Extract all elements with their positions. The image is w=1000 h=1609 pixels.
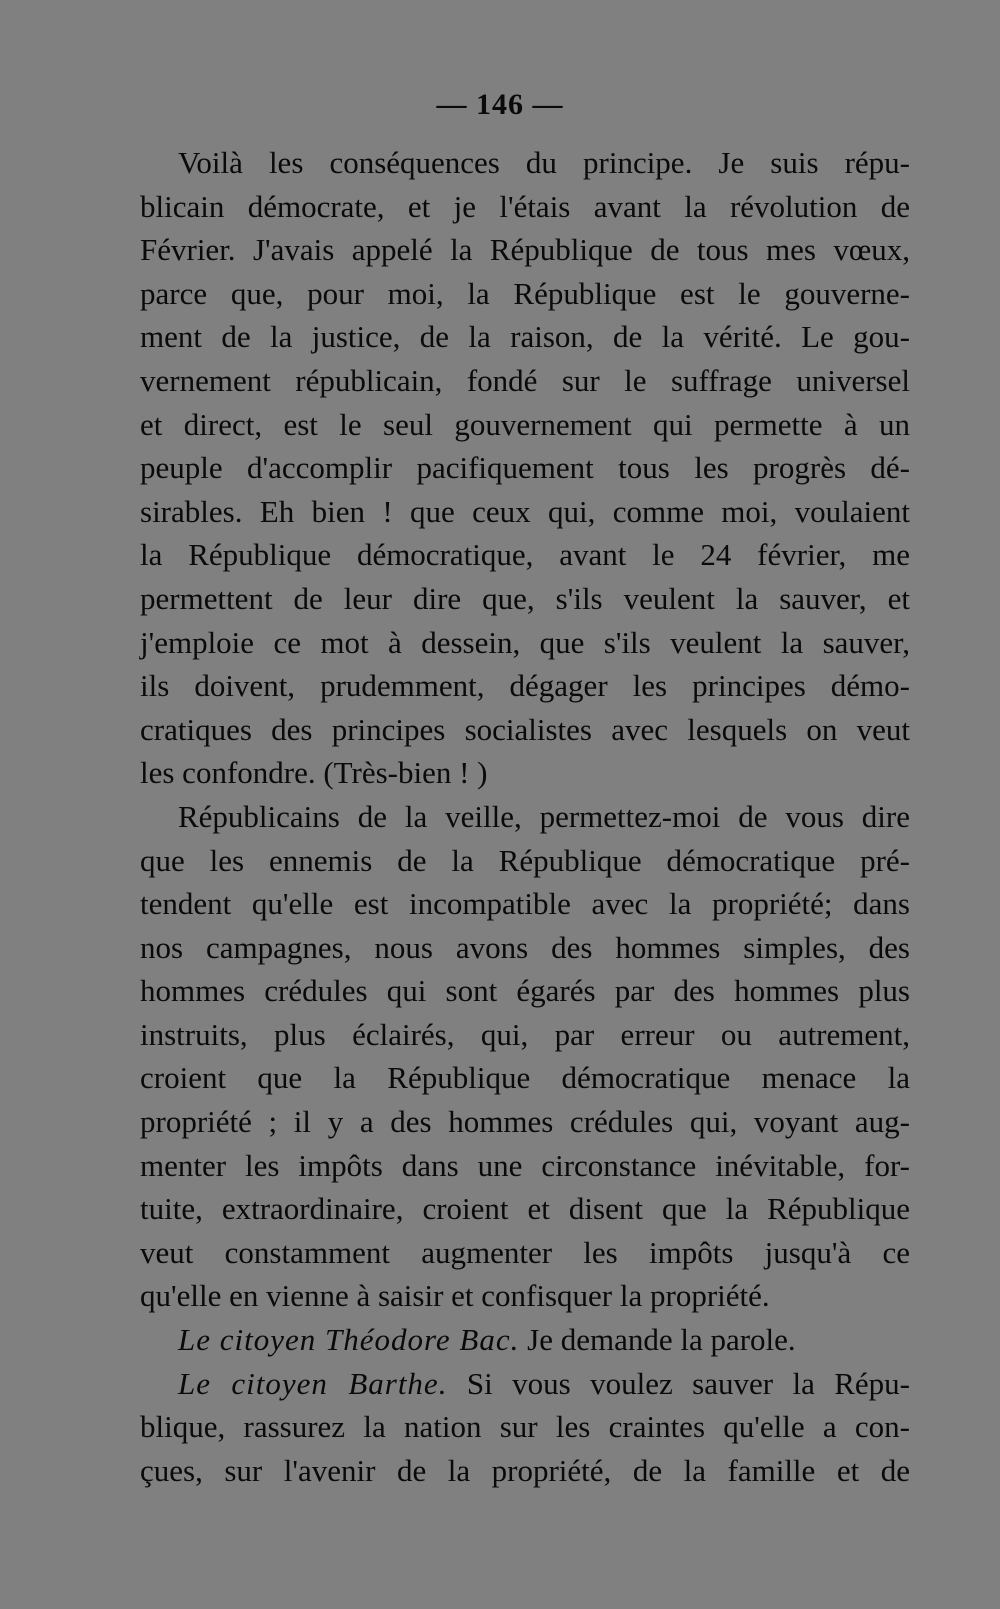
paragraph-1 [140,141,910,795]
text-line: instruits, plus éclairés, qui, par erreur ou autrement, [140,1016,910,1052]
text-line: veut constamment augmenter les impôts jusqu'à ce [140,1234,910,1270]
text-line: tendent qu'elle est incompatible avec la propriété; dans [140,886,910,922]
text-line: les confondre. (Très-bien ! ) [140,755,488,791]
page-number: — 146 — [436,88,564,121]
text-line: permettent de leur dire que, s'ils veulent la sauver, et [140,580,910,616]
text-column [140,141,910,1492]
text-line [140,1318,910,1362]
text-line: tuite, extraordinaire, croient et disent que la République [140,1191,910,1227]
speaker-name: Le citoyen Théodore Bac. [178,1322,520,1358]
text-line: que les ennemis de la République démocratique pré- [140,842,910,878]
text-line [140,1362,910,1406]
text-line: vernement républicain, fondé sur le suffrage universel [140,362,910,398]
text-line: croient que la République démocratique menace la [140,1060,910,1096]
text-line: blique, rassurez la nation sur les craintes qu'elle a con- [140,1409,910,1445]
text-line: çues, sur l'avenir de la propriété, de la famille et de [140,1452,910,1488]
speaker-name: Le citoyen Barthe. [178,1365,448,1401]
text-line: parce que, pour moi, la République est le gouverne- [140,275,910,311]
text-line: peuple d'accomplir pacifiquement tous les progrès dé- [140,450,910,486]
text-line: menter les impôts dans une circonstance inévitable, for- [140,1147,910,1183]
text-line: blicain démocrate, et je l'étais avant la révolution de [140,188,910,224]
speech-text: Si vous voulez sauver la Répu- [466,1365,911,1401]
text-line: cratiques des principes socialistes avec lesquels on veut [140,711,910,747]
paragraph-2 [140,795,910,1318]
speech-text: Je demande la parole. [527,1322,796,1358]
text-line: ment de la justice, de la raison, de la vérité. Le gou- [140,319,910,355]
paragraph-3 [140,1318,910,1362]
text-line: Républicains de la veille, permettez-moi de vous dire [178,798,910,834]
text-line: qu'elle en vienne à saisir et confisquer la propriété. [140,1278,770,1314]
text-line: propriété ; il y a des hommes crédules qui, voyant aug- [140,1104,910,1140]
text-line: nos campagnes, nous avons des hommes simples, des [140,929,910,965]
text-line: la République démocratique, avant le 24 février, me [140,537,910,573]
text-line: Voilà les conséquences du principe. Je suis répu- [178,145,910,180]
text-line: hommes crédules qui sont égarés par des hommes plus [140,973,910,1009]
text-line: Février. J'avais appelé la République de tous mes vœux, [140,232,910,268]
text-line: ils doivent, prudemment, dégager les principes démo- [140,668,910,704]
text-line: sirables. Eh bien ! que ceux qui, comme moi, voulaient [140,493,910,529]
text-line: j'emploie ce mot à dessein, que s'ils veulent la sauver, [140,624,910,660]
paragraph-4 [140,1362,910,1493]
text-line: et direct, est le seul gouvernement qui permette à un [140,406,910,442]
